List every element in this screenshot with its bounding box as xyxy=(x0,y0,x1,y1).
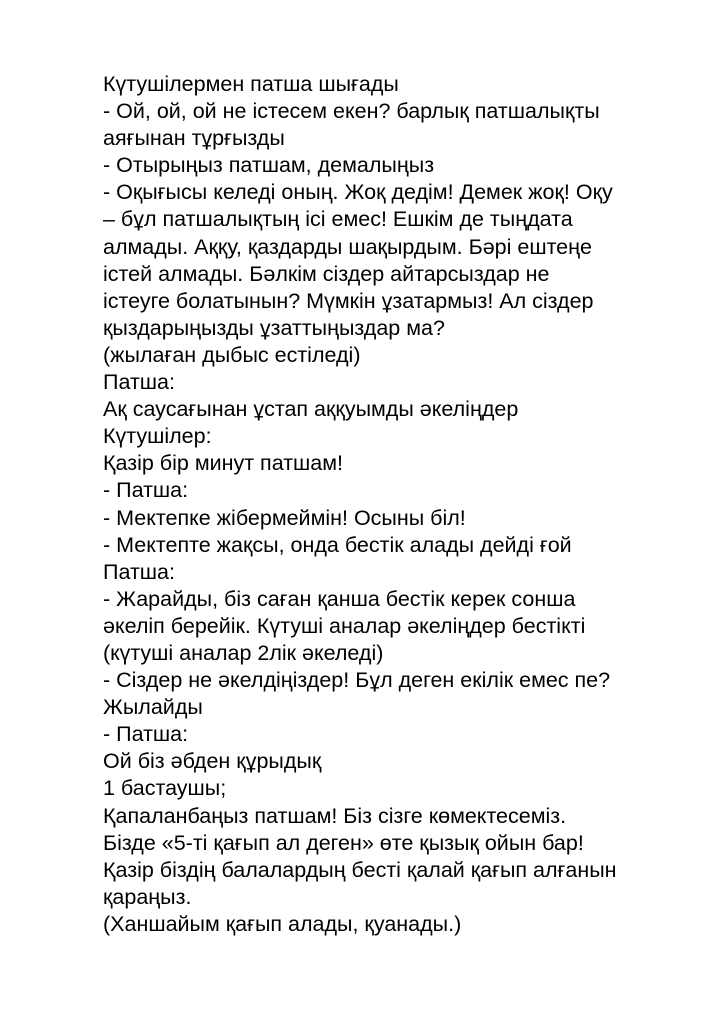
text-line: Қазір бір минут патшам! xyxy=(103,451,343,476)
text-line: Патша: xyxy=(103,370,175,395)
text-line: қараңыз. xyxy=(103,884,192,909)
text-line: - Мектепте жақсы, онда бестік алады дейді ғой xyxy=(103,532,572,557)
text-line: - Оқығысы келеді оның. Жоқ дедім! Демек жоқ! Оқу xyxy=(103,180,613,205)
text-line: Бізде «5-ті қағып ал деген» өте қызық ойын бар! xyxy=(103,830,584,855)
script-text xyxy=(103,71,703,938)
text-line: істеуге болатынын? Мүмкін ұзатармыз! Ал сіздер xyxy=(103,288,594,313)
text-line: - Отырыңыз патшам, демалыңыз xyxy=(103,153,435,178)
text-line: Ой біз әбден құрыдық xyxy=(103,749,322,774)
text-line: - Сіздер не әкелдіңіздер! Бұл деген екілік емес пе? xyxy=(103,668,611,693)
text-line: істей алмады. Бәлкім сіздер айтарсыздар не xyxy=(103,261,550,286)
text-line: - Патша: xyxy=(103,722,189,747)
text-line: - Патша: xyxy=(103,478,189,503)
text-line: Қазір біздің балалардың бесті қалай қағып алғанын xyxy=(103,857,617,882)
text-line: Патша: xyxy=(103,559,175,584)
text-line: – бұл патшалықтың ісі емес! Ешкім де тыңдата xyxy=(103,207,573,232)
text-line: Қапаланбаңыз патшам! Біз сізге көмектесеміз. xyxy=(103,803,567,828)
text-line: Күтушілер: xyxy=(103,424,212,449)
text-line: 1 бастаушы; xyxy=(103,776,227,801)
text-line: Жылайды xyxy=(103,695,203,720)
text-line: Күтушілермен патша шығады xyxy=(103,72,399,96)
text-line: алмады. Аққу, қаздарды шақырдым. Бәрі ештеңе xyxy=(103,234,592,259)
text-line: әкеліп берейік. Күтуші аналар әкеліңдер бестікті xyxy=(103,613,586,638)
text-line: - Мектепке жібермеймін! Осыны біл! xyxy=(103,505,466,530)
text-line: қыздарыңызды ұзаттыңыздар ма? xyxy=(103,315,445,340)
text-line: (күтуші аналар 2лік әкеледі) xyxy=(103,640,384,665)
text-line: - Ой, ой, ой не істесем екен? барлық патшалықты xyxy=(103,99,600,124)
text-line: (жылаған дыбыс естіледі) xyxy=(103,342,361,367)
text-line: Ақ саусағынан ұстап аққуымды әкеліңдер xyxy=(103,397,519,422)
text-line: (Ханшайым қағып алады, қуанады.) xyxy=(103,911,462,936)
text-line: аяғынан тұрғызды xyxy=(103,126,285,151)
text-line: - Жарайды, біз саған қанша бестік керек сонша xyxy=(103,586,576,611)
